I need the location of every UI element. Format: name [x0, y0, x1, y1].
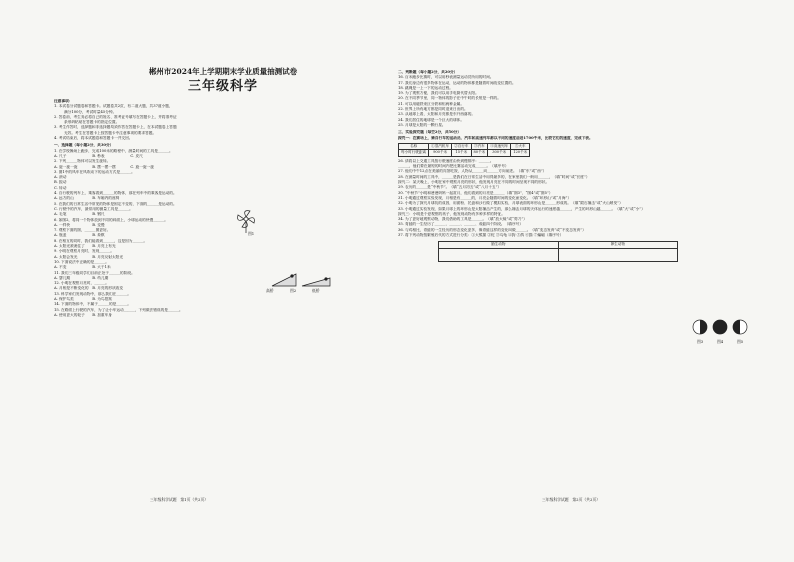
figure-label-high: 高桥 [266, 288, 274, 293]
speed-table-header-cell: ③汽车 [471, 143, 488, 150]
question-line: 3. 图1中的风车在风吹动下的运动方式是______。 [54, 169, 135, 174]
question-line: 15. 在路面上行驶的汽车，为了让小车运动______，下列做法错误的是______。 [54, 307, 183, 312]
probe-question: 36. 与鸡相比，青蛙的一生经历的形态变化更多，像青蛙这样的变化叫做______。（填“变态发育”或“不变态发育”） [398, 227, 586, 232]
notice-item: 4. 考试结束后，将本试题卷和答题卡一并交回。 [54, 136, 133, 141]
section-one-heading: 一、选择题（每小题2分，共30分） [54, 143, 114, 148]
probe-question: 37. 将下列动物按繁殖后代的方式进行分类：①大熊猫 ②蛇 ③乌龟 ④狗 ⑤鸽 ⑥猫 ⑦蝙蝠（填序号） [398, 233, 564, 238]
judge-list [398, 75, 748, 128]
question-line: A. 毛笔 B. 钢尺 [54, 212, 105, 217]
subject-title: 三年级科学 [187, 79, 258, 94]
question-line: C. 行驶中的汽车，最常用的测量工具是______。 [54, 206, 133, 211]
section-three-heading: 三、实验探究题（每空2分，共50分） [398, 130, 462, 135]
question-line: A. 瓶盖 B. 象棋 [54, 233, 105, 238]
question-line: A. 旋一旋一旋 B. 摆一摆一摆 C. 旋一旋一旋 [54, 164, 154, 169]
speed-table-header-cell: ①蒸汽机车 [429, 143, 452, 150]
speed-table-cell: 每小时行驶距离 [399, 150, 429, 157]
speed-table-header-cell: ⑤火车 [511, 143, 530, 150]
notice-item: 2. 答卷前，考生务必将自己的姓名、准考证号填写在答题卡上，并将准考证 [54, 114, 177, 119]
animal-table-header-cell: 胎生动物 [439, 242, 559, 249]
probe-question: 32. 小明为了探究月球坑的成因，用面粉、托盘和沙石做了模拟实验，月球表面的环形山是______形成的。（填“陨石撞击”或“火山喷发”） [398, 201, 623, 206]
question-line: A. 使用更大的轮子 B. 加重车身 [54, 312, 112, 317]
speed-table-header-cell: ④高速列车 [488, 143, 511, 150]
judge-item: 18. 跳绳是一上一下的运动过程。 [398, 85, 453, 90]
question-line: A. 尺子 B. 秒表 C. 皮尺 [54, 153, 143, 158]
page-one-footer: 三年级科学试题 第1页（共2页） [150, 497, 208, 502]
judge-item: 19. 为了观察方便，我们可以用手电筒代替太阳。 [398, 91, 479, 96]
speed-table-header-cell: ②自行车 [452, 143, 471, 150]
notice-item: 无效。考生在答题卡上按答题卡中注意事项的要求答题。 [64, 130, 157, 135]
notice-item: 满分100分，考试时量45分钟。 [64, 109, 117, 114]
figure-label-low: 低桥 [312, 288, 320, 293]
speed-table-cell: 900千米 [429, 150, 452, 157]
question-line: 14. 下面的物体中，不属于______的是______。 [54, 302, 132, 307]
question-line: B. 振动 [54, 180, 67, 185]
question-line: 4. 自行驶的列车上，乘客看到______的物体，那在列车中的乘客是运动的。 [54, 191, 177, 196]
speed-table-cell: 300千米 [488, 150, 511, 157]
judge-item: 20. 在不同季节里，同一物体的影子在中午时的长短是一样的。 [398, 96, 501, 101]
animal-classification-table [438, 241, 678, 262]
notice-item: 1. 本试卷分试题卷和答题卡。试题卷共2页，有二道大题，共37道小题， [54, 104, 173, 109]
probe-question: 探究三：小明是个爱观察的孩子，他发现动物有多种多样的特征。 [398, 211, 505, 216]
question-line: 12. 小明在观察月亮时，______。 [54, 281, 109, 286]
question-line: A. 远方的山 B. 车厢内的座椅 [54, 196, 120, 201]
question-line: 7. 观察下面的图，______图更好。 [54, 228, 111, 233]
page-two-footer: 三年级科学试题 第2页（共2页） [542, 497, 600, 502]
question-line: A. 婴儿期 B. 幼儿期 [54, 275, 109, 280]
speed-table-cell: 120千米 [511, 150, 530, 157]
slope-figure [270, 268, 332, 290]
probe-one-text: 探究一：在赛场上，骑自行车的运动员、汽车和高速列车都以不同的速度前进1700千米，比较它们的速度，完成下表。 [398, 135, 593, 140]
judge-item: 22. 世界上所有地方都是同时迎来日出的。 [398, 107, 468, 112]
notice-item: 条形码粘贴在答题卡的指定位置。 [64, 120, 120, 125]
probe-question: 34. 为了更好地观察动物，我们借助的工具是______。（填“放大镜”或“剪刀”） [398, 217, 527, 222]
question-line: A. 月相是不断变化的 B. 月亮的形状改变 [54, 286, 124, 291]
section-two-heading: 二、判断题（每小题2分，共20分） [398, 70, 458, 74]
question-line: A. 不变 B. 大于1米 [54, 265, 111, 270]
speed-table [398, 143, 530, 157]
probe-question: ______，他们要在最短的时间内把比赛活动完成______。（填序号） [398, 164, 509, 169]
moon-phase-figure [692, 318, 748, 338]
question-line: 10. 下面说法中正确的是______。 [54, 259, 109, 264]
question-line: A. 太阳会发光 B. 月亮反射太阳光 [54, 254, 124, 259]
oviparous-cell [558, 248, 678, 261]
speed-table-header-cell: 名称 [399, 143, 429, 150]
figure-5-caption: 图5 [737, 339, 744, 344]
viviparous-cell [439, 248, 559, 261]
judge-item: 24. 我们居住的地球是一个巨大的球体。 [398, 117, 465, 122]
question-line: A. 滚动 [54, 175, 67, 180]
figure-3-caption: 图3 [697, 339, 704, 344]
figure-4-caption: 图4 [717, 339, 724, 344]
question-line: 5. 在我们的日常生活中常见的物体是固定不变的，下面的______是运动的。 [54, 201, 177, 206]
probe-question: 35. 青蛙的一生经历了______、______、______、成蛙四个阶段。（填序号） [398, 222, 524, 227]
judge-item: 23. 从地球上看，太阳和月亮都是东升西落的。 [398, 112, 476, 117]
judge-item: 17. 我们身边有很多物体在运动，运动的物体都是随着时间改变位置的。 [398, 80, 516, 85]
question-line: 8. 在相互的同时，我们能看到______，这是因为______。 [54, 238, 148, 243]
question-line: A. 一样快 B. 变慢 [54, 222, 105, 227]
page-one [54, 62, 392, 512]
probe-question: 31. 小明通过观察实验发现，月相是有______的，月亮会随着时间的变化而变化。（填“环形山”或“月海”） [398, 195, 572, 200]
page-two [398, 68, 748, 518]
judge-item: 25. 月球是太阳的一颗行星。 [398, 122, 446, 127]
probe-question: 27. 他们中午12点在美丽的宾馆吃饭，人物从______向______方向前进。（填“东”或“西”） [398, 169, 547, 174]
question-line: 6. 如图2，将同一个物体放到不同的斜面上，小球运动的快慢______。 [54, 217, 168, 222]
question-line: C. 转动 [54, 185, 67, 190]
notice-list [54, 104, 392, 141]
question-line: 2. 下列______物体可以发生旋转。 [54, 159, 111, 164]
question-line: A. 保护鸟类 B. 为鸟搭窝 [54, 296, 112, 301]
question-line: 9. 小明在观察月亮时，发现______。 [54, 249, 115, 254]
question-line: 11. 我们三年级同学们目前正处于______的阶段。 [54, 270, 135, 275]
judge-item: 21. 可以用磁铁来区分铁和铝两种金属。 [398, 101, 465, 106]
probe-question: 26. 请将以上交通工具按行驶速度由快到慢排序：______。 [398, 158, 494, 163]
probe-question: 33. 小明通过实验发现，如果月球上的环形山是太阳撞击产生的，那么撞击月球的天体运行的速度越______，产生的环形山越______。（填“大”或“小”） [398, 206, 645, 211]
probe-question: 29. 农历的______是“中秋节”。（填“五月初五”或“八月十五”） [398, 185, 502, 190]
speed-table-cell: 80千米 [471, 150, 488, 157]
notice-item: 3. 考生作答时，选择题和非选择题均须作答在答题卡上，在本试题卷上答题 [54, 125, 177, 130]
question-line: 13. 科学家们发现动物中，那么我们在______。 [54, 291, 132, 296]
question-line: A. 太阳光被遮住了 B. 月亮上有光 [54, 244, 116, 249]
probe-question-list [398, 159, 688, 238]
exam-title: 郴州市2024年上学期期末学业质量抽测试卷 [148, 67, 298, 76]
notice-heading: 注意事项： [54, 99, 73, 103]
question-line: 1. 在学校操场上跑步，完成100米的路程中，测量时间的工具是______。 [54, 148, 173, 153]
probe-question: 探究二：某天晚上，小明在家中观察月亮的形状，他发现月亮在不同的时间呈现不同的形状。 [398, 180, 550, 185]
judge-item: 16. 百米跑步比赛时，可以用秒表测量运动员所用的时间。 [398, 75, 494, 80]
figure-2-caption: 图2 [290, 288, 297, 293]
animal-table-header-cell: 卵生动物 [558, 242, 678, 249]
question-list [54, 149, 392, 319]
speed-table-cell: 15千米 [452, 150, 471, 157]
probe-question: 30. “中秋节”小明和爸爸妈妈一起赏月，他们看到的月亮是______（填“图3”、“图4”或“图5”） [398, 190, 553, 195]
probe-question: 28. 在测量时间的工具中，______是我们在日常生活中用得最多的，在家里我们一般用______，（填“时间”或“长度”） [398, 174, 590, 179]
figure-1-caption: 图1 [248, 231, 255, 236]
